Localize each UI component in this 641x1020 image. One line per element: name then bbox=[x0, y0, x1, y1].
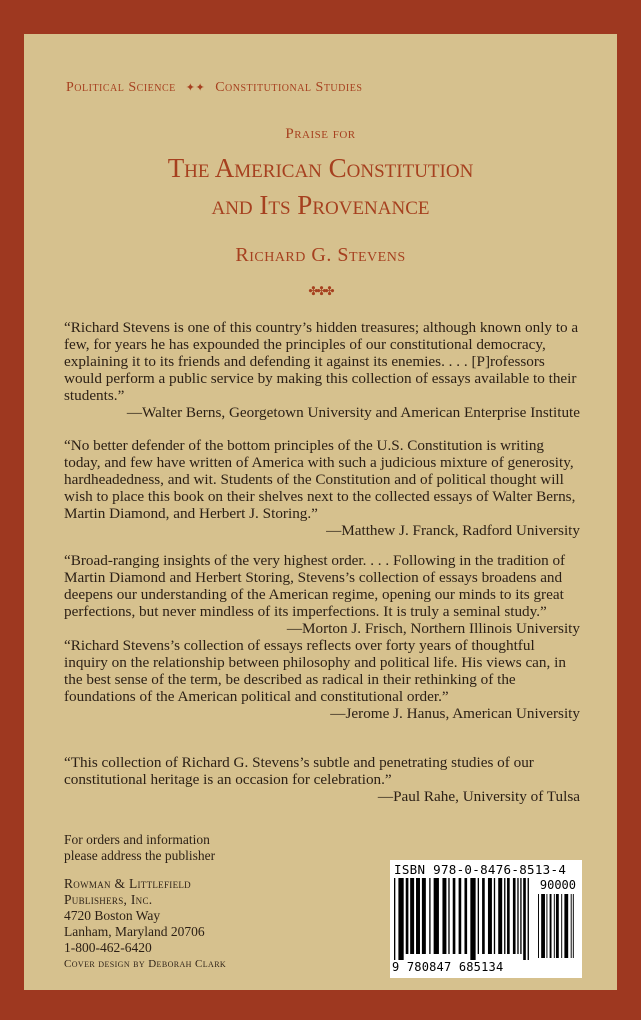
orders-line-1: For orders and information bbox=[64, 832, 210, 847]
blurb-attribution: —Paul Rahe, University of Tulsa bbox=[377, 788, 580, 805]
barcode-bar bbox=[554, 894, 555, 958]
barcode-bar bbox=[571, 894, 572, 958]
blurb-5 bbox=[64, 754, 580, 805]
blurb-quote: “Broad-ranging insights of the very highest order. . . . Following in the tradition of Martin Diamond and Herbert Storing, Stevens’s collection of essays broadens and deepens our understanding of the American regime, opening our minds to its great perfections, but never mindless of its imperfections. It is truly a seminal study.” bbox=[64, 552, 566, 620]
barcode-bar bbox=[482, 878, 485, 954]
barcode-bar bbox=[498, 878, 502, 954]
barcode-bar bbox=[394, 878, 395, 960]
ean-number: 9 780847 685134 bbox=[392, 960, 504, 974]
barcode-bar bbox=[538, 894, 539, 958]
barcode-bar bbox=[507, 878, 510, 954]
fleuron-ornament-icon: ✤✤✤ bbox=[308, 284, 333, 298]
blurb-quote: “No better defender of the bottom principles of the U.S. Constitution is writing today, and few have written of America with such a judicious mixture of generosity, hardheadedness, and wit. Students of the Constitution and of political thought will wish to place this book on their shelves next to the collected essays of Walter Berns, Martin Diamond, and Herbert J. Storing.” bbox=[64, 437, 576, 522]
barcode-bar bbox=[459, 878, 462, 954]
publisher-city: Lanham, Maryland 20706 bbox=[64, 924, 205, 939]
barcode-bar bbox=[561, 894, 562, 958]
blurb-attribution: —Morton J. Frisch, Northern Illinois University bbox=[286, 620, 580, 637]
category-political-science: Political Science bbox=[66, 80, 176, 95]
blurb-2 bbox=[64, 437, 580, 539]
orders-info bbox=[64, 832, 324, 864]
barcode-bar bbox=[488, 878, 492, 954]
price-code: 90000 bbox=[539, 878, 576, 892]
barcode-bar bbox=[398, 878, 403, 960]
barcode-bar bbox=[528, 878, 529, 960]
barcode-bar bbox=[448, 878, 449, 954]
barcode-bar bbox=[464, 878, 467, 954]
category-constitutional-studies: Constitutional Studies bbox=[215, 80, 363, 95]
price-barcode-bars bbox=[538, 894, 578, 962]
blurb-3 bbox=[64, 552, 580, 637]
publisher-address bbox=[64, 876, 324, 956]
barcode-bar bbox=[406, 878, 409, 954]
barcode-bar bbox=[478, 878, 479, 954]
barcode-bar bbox=[434, 878, 439, 954]
barcode-bar bbox=[523, 878, 526, 960]
publisher-name-line-2: Publishers, Inc. bbox=[64, 892, 153, 907]
barcode-bar bbox=[422, 878, 426, 954]
publisher-name-line-1: Rowman & Littlefield bbox=[64, 876, 191, 891]
cover-design-credit: Cover design by Deborah Clark bbox=[64, 958, 227, 970]
blurb-quote: “This collection of Richard G. Stevens’s subtle and penetrating studies of our constitutional heritage is an occasion for celebration.” bbox=[64, 754, 534, 788]
barcode-bar bbox=[429, 878, 430, 954]
barcode-bar bbox=[556, 894, 559, 958]
book-title-line-1: The American Constitution bbox=[167, 153, 474, 183]
barcode-bar bbox=[550, 894, 552, 958]
publisher-phone: 1-800-462-6420 bbox=[64, 940, 152, 955]
barcode-bar bbox=[541, 894, 545, 958]
praise-for-heading: Praise for bbox=[285, 126, 356, 142]
category-line bbox=[66, 80, 566, 96]
barcode-bar bbox=[546, 894, 547, 958]
blurb-quote: “Richard Stevens’s collection of essays reflects over forty years of thoughtful inquiry on the relationship between philosophy and political life. His views can, in the best sense of the term, be described as radical in their rethinking of the foundations of the American political and constitutional order.” bbox=[64, 637, 566, 705]
barcode-bar bbox=[513, 878, 516, 954]
isbn-barcode bbox=[390, 860, 582, 978]
blurb-quote: “Richard Stevens is one of this country’s hidden treasures; although known only to a few, for years he has expounded the principles of our constitutional democracy, explaining it to its friends and defending it against its enemies. . . . [P]rofessors would perform a public service by making this collection of essays available to their students.” bbox=[64, 319, 579, 404]
category-separator-ornament: ✦✦ bbox=[185, 82, 206, 94]
barcode-bar bbox=[573, 894, 574, 958]
blurb-attribution: —Walter Berns, Georgetown University and American Enterprise Institute bbox=[126, 404, 580, 421]
blurb-4 bbox=[64, 637, 580, 722]
blurb-attribution: —Matthew J. Franck, Radford University bbox=[326, 522, 580, 539]
barcode-bar bbox=[416, 878, 420, 954]
barcode-bar bbox=[564, 894, 568, 958]
barcode-bar bbox=[453, 878, 456, 954]
blurb-attribution: —Jerome J. Hanus, American University bbox=[330, 705, 580, 722]
barcode-bar bbox=[504, 878, 505, 954]
back-cover-panel bbox=[24, 34, 617, 990]
orders-line-2: please address the publisher bbox=[64, 848, 216, 863]
book-title bbox=[24, 150, 617, 224]
barcode-bar bbox=[520, 878, 521, 954]
author-name: Richard G. Stevens bbox=[235, 244, 406, 266]
book-title-line-2: and Its Provenance bbox=[211, 190, 430, 220]
isbn-number: ISBN 978-0-8476-8513-4 bbox=[394, 862, 567, 877]
ean-barcode-bars bbox=[394, 878, 534, 960]
barcode-bar bbox=[410, 878, 414, 954]
barcode-bar bbox=[442, 878, 446, 954]
publisher-street: 4720 Boston Way bbox=[64, 908, 161, 923]
barcode-bar bbox=[494, 878, 495, 954]
blurb-1 bbox=[64, 319, 580, 421]
barcode-bar bbox=[517, 878, 518, 954]
barcode-bar bbox=[470, 878, 475, 960]
